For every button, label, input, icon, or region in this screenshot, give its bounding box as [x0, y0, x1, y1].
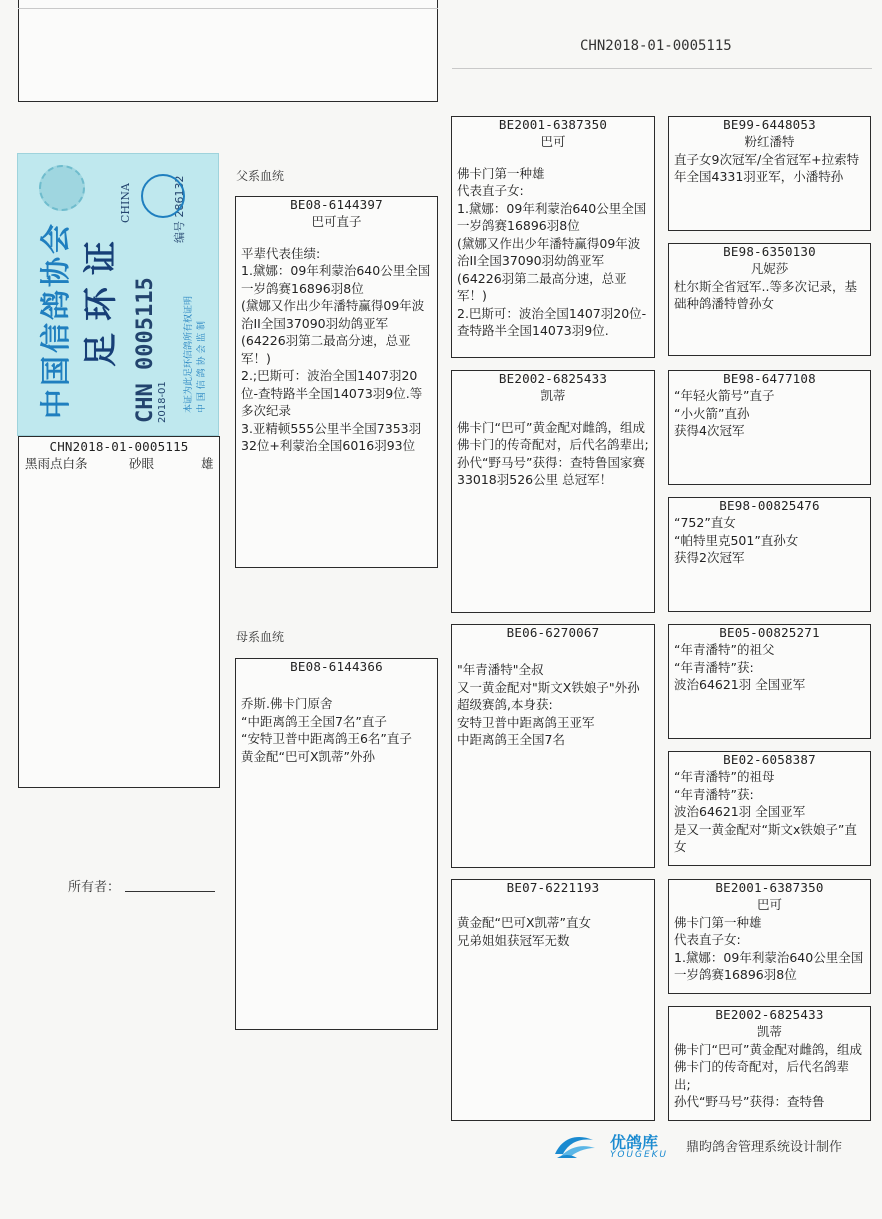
brand-latin: YOUGEKU — [610, 1150, 669, 1160]
top-info-box — [18, 0, 438, 102]
sire-dam-ring: BE2002-6825433 — [498, 371, 608, 386]
dam-dam-dam-card — [668, 1006, 871, 1121]
dam-dam-sire-card — [668, 879, 871, 994]
dsd-notes: “年青潘特”的祖母 “年青潘特”获: 波治64621羽 全国亚军 是又一黄金配对“斯文x铁娘子”直女 — [674, 769, 857, 854]
sss-notes: 直子女9次冠军/全省冠军+拉索特年全国4331羽亚军，小潘特孙 — [674, 151, 860, 184]
sire-sire-card — [451, 116, 655, 358]
sire-dam-card — [451, 370, 655, 613]
sss-ring: BE99-6448053 — [723, 117, 816, 132]
sire-sire-notes: 佛卡门第一种雄 代表直子女: 1.黛娜：09年利蒙治640公里全国一岁鸽赛16896羽8位 (黛娜又作出少年潘特赢得09年波治II全国37090羽幼鸽亚军 (64226羽第二最高分速，总亚军！) 2.巴斯可：波治全国1407羽20位-查特路半全国14073羽9位. — [457, 165, 647, 338]
dam-sire-card — [451, 624, 655, 868]
certificate-note: 本证为此足环信鸽所有权证明 中 国 信 鸽 协 会 监 制 — [184, 295, 207, 413]
yougeku-logo-icon — [553, 1132, 597, 1160]
ssd-name: 凡妮莎 — [750, 261, 789, 276]
certificate-country: CHINA — [119, 183, 132, 223]
header-rule — [452, 68, 872, 69]
bird-sex: 雄 — [201, 456, 214, 471]
dam-dam-notes: 黄金配“巴可X凯蒂”直女 兄弟姐姐获冠军无数 — [457, 915, 592, 948]
sire-sire-ring: BE2001-6387350 — [498, 117, 608, 132]
owner-label: 所有者： — [68, 880, 121, 895]
sss-name: 粉红潘特 — [744, 134, 795, 149]
bird-attributes — [19, 455, 219, 473]
dds-notes: 佛卡门第一种雄 代表直子女: 1.黛娜：09年利蒙治640公里全国一岁鸽赛16896羽8位 — [674, 914, 864, 982]
sire-sire-dam-card — [668, 243, 871, 356]
bird-info-box — [18, 436, 220, 788]
sire-dam-notes: 佛卡门“巴可”黄金配对雌鸽，组成佛卡门的传奇配对，后代名鸽辈出; 孙代“野马号”获得：查特鲁国家赛33018羽526公里 总冠军！ — [457, 419, 649, 487]
sire-name: 巴可直子 — [311, 214, 362, 229]
certificate-title: 足环证 — [81, 229, 121, 367]
ring-certificate — [17, 153, 219, 436]
bird-color: 黑雨点白条 — [25, 456, 88, 471]
sire-notes: 平辈代表佳绩: 1.黛娜：09年利蒙治640公里全国一岁鸽赛16896羽8位 (黛娜又作出少年潘特赢得09年波治II全国37090羽幼鸽亚军 (64226羽第二最高分速，总亚军！) 2.;巴斯可：波治全国1407羽20位-查特路半全国14073羽9位.等多次纪录 3.亚精顿555公里半全国7353羽32位+利蒙治全国6016羽93位 — [241, 245, 431, 453]
bird-eye: 砂眼 — [129, 456, 155, 471]
brand-name: 优鸽库 — [610, 1133, 659, 1152]
sire-card — [235, 196, 438, 568]
dds-ring: BE2001-6387350 — [715, 880, 824, 895]
dam-sire-sire-card — [668, 624, 871, 739]
dam-dam-card — [451, 879, 655, 1121]
dam-notes: 乔斯.佛卡门原舍 “中距离鸽王全国7名”直子 “安特卫普中距离鸽王6名”直子 黄金配“巴可X凯蒂”外孙 — [241, 696, 412, 764]
ssd-notes: 杜尔斯全省冠军..等多次记录，基础种鸽潘特曾孙女 — [674, 278, 857, 311]
dam-sire-notes: "年青潘特"全叔 又一黄金配对"斯文X铁娘子"外孙 超级赛鸽,本身获: 安特卫普中距离鸽王亚军 中距离鸽王全国7名 — [457, 662, 640, 747]
dam-ring: BE08-6144366 — [290, 659, 383, 674]
header-ring-number: CHN2018-01-0005115 — [580, 38, 732, 54]
certificate-id: 编号 286132 — [173, 175, 186, 243]
sire-sire-sire-card — [668, 116, 871, 231]
footer-brand — [553, 1128, 853, 1168]
sds-ring: BE98-6477108 — [723, 371, 816, 386]
ssd-ring: BE98-6350130 — [723, 244, 816, 259]
sdd-ring: BE98-00825476 — [719, 498, 820, 513]
sire-section-label: 父系血统 — [236, 169, 285, 183]
bird-ring: CHN2018-01-0005115 — [49, 439, 189, 454]
dss-ring: BE05-00825271 — [719, 625, 820, 640]
ddd-name: 凯蒂 — [756, 1024, 782, 1039]
dam-card — [235, 658, 438, 1030]
top-rule — [18, 8, 438, 9]
certificate-number: CHN 0005115 — [133, 277, 158, 423]
ddd-ring: BE2002-6825433 — [715, 1007, 824, 1022]
sire-ring: BE08-6144397 — [290, 197, 383, 212]
dss-notes: “年青潘特”的祖父 “年青潘特”获: 波治64621羽 全国亚军 — [674, 642, 806, 692]
certificate-seal-icon — [39, 165, 85, 211]
certificate-number-prefix: 2018-01 — [157, 381, 168, 423]
certificate-org: 中国信鸽协会 — [39, 221, 74, 419]
dam-section-label: 母系血统 — [236, 630, 285, 644]
dsd-ring: BE02-6058387 — [723, 752, 816, 767]
maker-credit: 鼎昀鸽舍管理系统设计制作 — [686, 1140, 843, 1155]
sire-dam-sire-card — [668, 370, 871, 485]
dds-name: 巴可 — [756, 897, 782, 912]
dam-sire-ring: BE06-6270067 — [506, 625, 600, 640]
sds-notes: “年轻火箭号”直子 “小火箭”直孙 获得4次冠军 — [674, 388, 775, 438]
crpa-logo-icon — [141, 174, 185, 218]
sire-sire-name: 巴可 — [540, 134, 566, 149]
sire-dam-dam-card — [668, 497, 871, 612]
owner-signature-line[interactable] — [125, 891, 215, 892]
dam-sire-dam-card — [668, 751, 871, 866]
sire-dam-name: 凯蒂 — [540, 388, 566, 403]
ddd-notes: 佛卡门“巴可”黄金配对雌鸽，组成佛卡门的传奇配对，后代名鸽辈出; 孙代“野马号”获得：查特鲁 — [674, 1041, 862, 1109]
dam-dam-ring: BE07-6221193 — [506, 880, 600, 895]
sdd-notes: “752”直女 “帕特里克501”直孙女 获得2次冠军 — [674, 515, 799, 565]
